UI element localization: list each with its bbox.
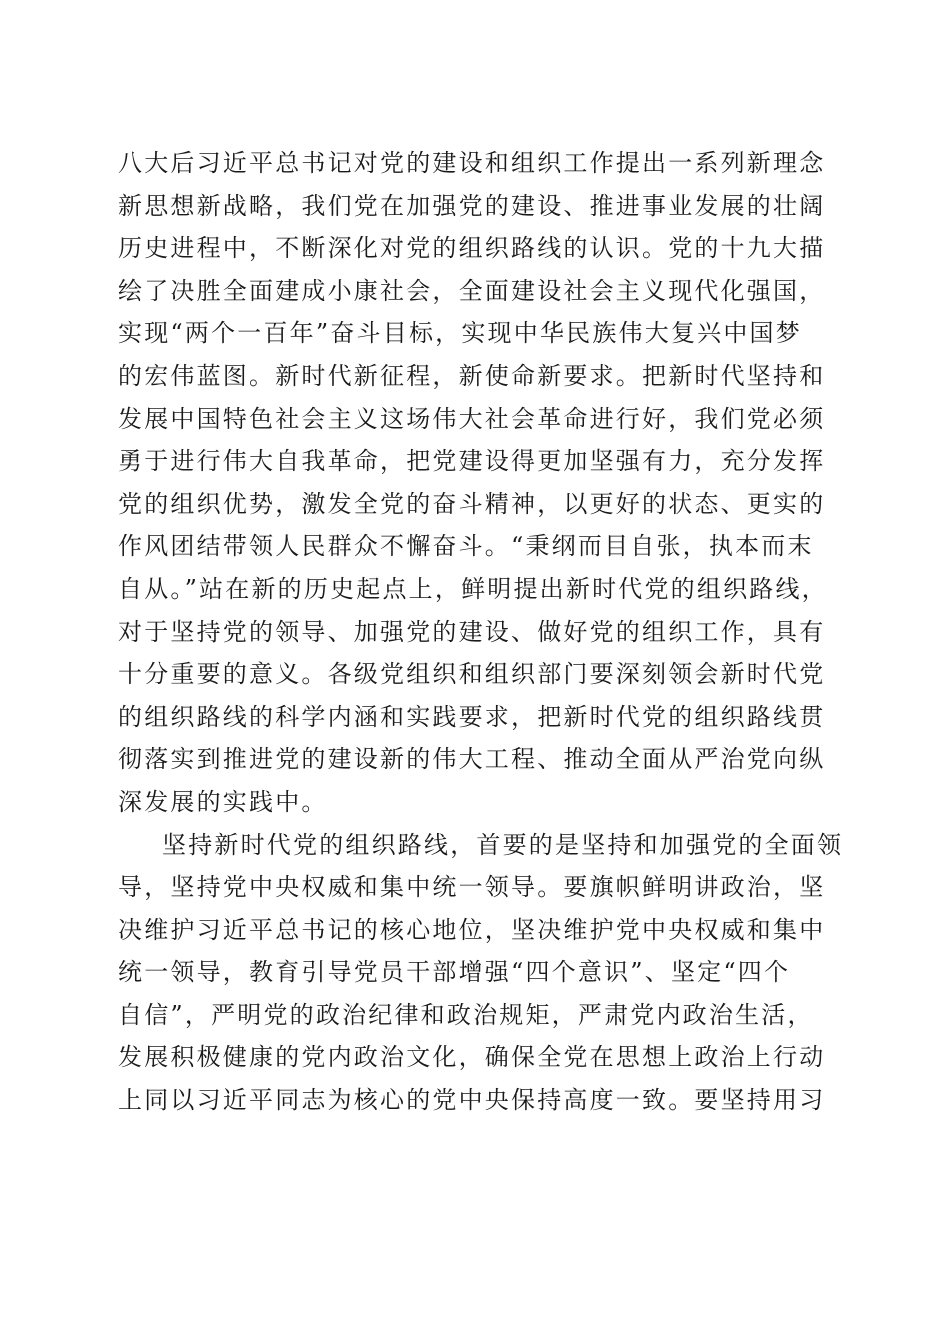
paragraph-2	[118, 824, 844, 1122]
text-line: 对于坚持党的领导、加强党的建设、做好党的组织工作，具有	[118, 617, 826, 646]
text-line: 决维护习近平总书记的核心地位，坚决维护党中央权威和集中	[118, 915, 826, 944]
text-line: 上同以习近平同志为核心的党中央保持高度一致。要坚持用习	[118, 1086, 826, 1115]
text-line: 自信”，严明党的政治纪律和政治规矩，严肃党内政治生活，	[118, 1000, 814, 1029]
text-line: 统一领导，教育引导党员干部增强“四个意识”、坚定“四个	[118, 958, 791, 987]
text-line: 新思想新战略，我们党在加强党的建设、推进事业发展的壮阔	[118, 191, 826, 220]
text-line: 八大后习近平总书记对党的建设和组织工作提出一系列新理念	[118, 149, 826, 177]
text-line: 勇于进行伟大自我革命，把党建设得更加坚强有力，充分发挥	[118, 447, 826, 476]
text-line: 发展积极健康的党内政治文化，确保全党在思想上政治上行动	[118, 1043, 826, 1072]
text-line: 作风团结带领人民群众不懈奋斗。“秉纲而目自张，执本而末	[118, 532, 814, 561]
text-line: 深发展的实践中。	[118, 787, 328, 816]
document-body	[118, 142, 844, 1122]
text-line: 的宏伟蓝图。新时代新征程，新使命新要求。把新时代坚持和	[118, 361, 826, 390]
text-line: 的组织路线的科学内涵和实践要求，把新时代党的组织路线贯	[118, 702, 826, 731]
text-line: 自从。”站在新的历史起点上，鲜明提出新时代党的组织路线，	[118, 574, 828, 603]
paragraph-1	[118, 142, 838, 824]
text-line: 党的组织优势，激发全党的奋斗精神，以更好的状态、更实的	[118, 489, 826, 518]
text-line: 十分重要的意义。各级党组织和组织部门要深刻领会新时代党	[118, 660, 826, 689]
text-line: 彻落实到推进党的建设新的伟大工程、推动全面从严治党向纵	[118, 745, 826, 774]
text-line: 历史进程中，不断深化对党的组织路线的认识。党的十九大描	[118, 234, 826, 263]
text-line: 实现“两个一百年”奋斗目标，实现中华民族伟大复兴中国梦	[118, 319, 802, 348]
text-line: 绘了决胜全面建成小康社会，全面建设社会主义现代化强国，	[118, 276, 826, 305]
text-line: 发展中国特色社会主义这场伟大社会革命进行好，我们党必须	[118, 404, 826, 433]
text-line: 坚持新时代党的组织路线，首要的是坚持和加强党的全面领	[162, 830, 844, 859]
text-line: 导，坚持党中央权威和集中统一领导。要旗帜鲜明讲政治，坚	[118, 873, 826, 902]
